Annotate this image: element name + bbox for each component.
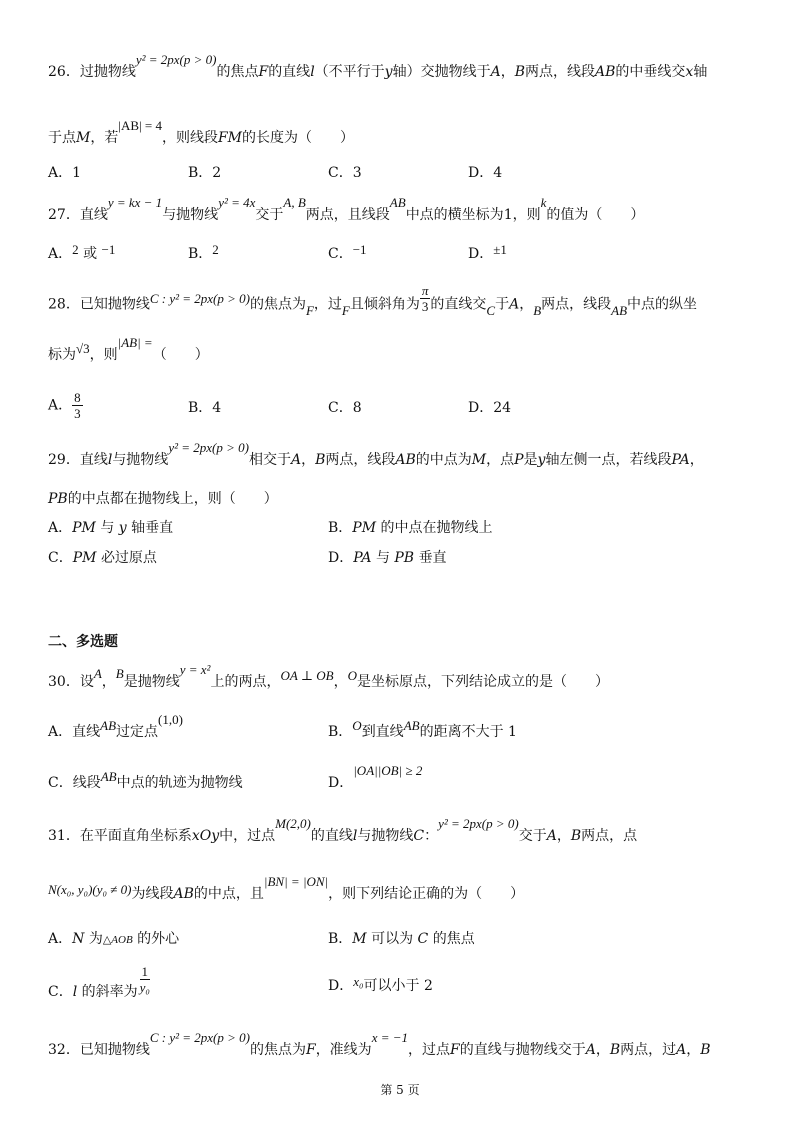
q26-option-d: D．4 [468, 165, 503, 181]
q31-option-a: A．N 为△AOB 的外心 [48, 931, 180, 947]
page-number: 第 5 页 [380, 1083, 420, 1097]
q26-option-c: C．3 [328, 165, 362, 181]
q31-line1: 31．在平面直角坐标系xOy中，过点M(2,0)的直线l与抛物线C：y² = 2px(p > 0)交于A，B两点，点 [48, 816, 638, 844]
q31-line2: N(x₀, y₀)(y₀ ≠ 0)为线段AB的中点，且|BN| = |ON|，则下列结论正确的为（ ） [48, 874, 525, 902]
section-heading-multiple-choice: 二、多选题 [48, 634, 118, 650]
q26-option-a: A．1 [48, 165, 82, 181]
q28-line1: 28．已知抛物线C : y² = 2px(p > 0)的焦点为F，过F且倾斜角为 $\frac{\pi}{3}$ 的直线交C于A，B两点，线段AB中点的纵坐 [48, 283, 698, 318]
q29-line2: PB的中点都在抛物线上，则（ ） [48, 491, 278, 507]
q26-line2: 于点M，若|AB| = 4，则线段FM的长度为（ ） [48, 118, 355, 146]
q29-line1: 29．直线l与抛物线y² = 2px(p > 0)相交于A，B两点，线段AB的中点为M，点P是y轴左侧一点，若线段PA， [48, 440, 704, 468]
q30-option-b: B．O到直线AB的距离不大于 1 [328, 718, 517, 740]
q31-option-b: B．M 可以为 C 的焦点 [328, 931, 475, 947]
q26-option-b: B．2 [188, 165, 222, 181]
q31-option-d: D．x₀可以小于 2 [328, 974, 433, 994]
q31-option-c: C．l 的斜率为 $\frac{1}{\text{y₀}}$ [48, 964, 150, 1000]
q29-option-d: D．PA 与 PB 垂直 [328, 550, 447, 566]
q26-line1: 26．过抛物线y² = 2px(p > 0)的焦点F的直线l（不平行于y轴）交抛物线于A，B两点，线段AB的中垂线交x轴 [48, 52, 708, 80]
q27-option-d: D．±1 [468, 242, 507, 262]
q27-option-c: C．−1 [328, 242, 367, 262]
q28-option-d: D．24 [468, 400, 512, 416]
q27-option-a: A．2 或 −1 [48, 242, 116, 262]
q28-option-c: C．8 [328, 400, 362, 416]
q29-option-c: C．PM 必过原点 [48, 550, 157, 566]
q30-option-d: D．|OA||OB| ≥ 2 [328, 763, 423, 791]
q29-option-b: B．PM 的中点在抛物线上 [328, 520, 493, 536]
q28-angle-fraction: $\frac{\pi}{3}$ [421, 283, 429, 314]
q30-option-c: C．线段AB中点的轨迹为抛物线 [48, 769, 243, 791]
q27-option-b: B．2 [188, 242, 219, 262]
q32-line1: 32．已知抛物线C : y² = 2px(p > 0)的焦点为F，准线为x = −1，过点F的直线与抛物线交于A，B两点，过A，B [48, 1030, 711, 1058]
q28-line2: 标为√3，则|AB| =（ ） [48, 335, 209, 363]
q30-option-a: A．直线AB过定点(1,0) [48, 712, 183, 740]
q27-line1: 27．直线y = kx − 1与抛物线y² = 4x交于A, B两点，且线段AB中点的横坐标为1，则k的值为（ ） [48, 195, 645, 223]
q28-option-a: A． $\frac{8}{3}$ [48, 390, 81, 421]
q28-option-b: B．4 [188, 400, 222, 416]
q29-option-a: A．PM 与 y 轴垂直 [48, 520, 174, 536]
q30-line1: 30．设A，B是抛物线y = x²上的两点，OA ⊥ OB，O是坐标原点，下列结论成立的是（ ） [48, 662, 609, 690]
